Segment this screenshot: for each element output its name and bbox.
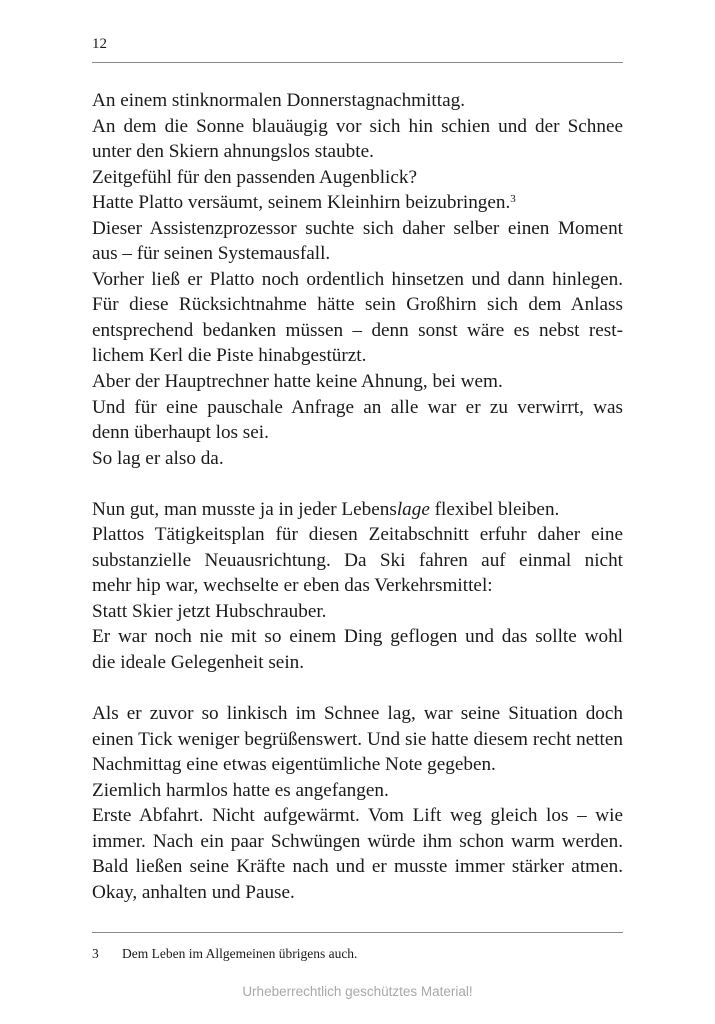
- line-text: denn überhaupt los sei.: [92, 422, 269, 444]
- text-line: [92, 880, 623, 906]
- line-text: immer. Nach ein paar Schwüngen würde ihm schon warm werden.: [92, 830, 623, 852]
- text-line: [92, 241, 623, 267]
- line-text: Als er zuvor so linkisch im Schnee lag, war seine Situation doch: [92, 703, 623, 725]
- line-text: aus – für seinen Systemausfall.: [92, 243, 331, 265]
- line-text: Hatte Platto versäumt, seinem Kleinhirn beizubringen.: [92, 192, 511, 214]
- line-text: entsprechend bedanken müssen – denn sonst wäre es nebst rest-: [92, 319, 623, 341]
- text-line: [92, 650, 623, 676]
- paragraph-gap: [92, 471, 623, 497]
- line-text: Für diese Rücksichtnahme hätte sein Großhirn sich dem Anlass: [92, 294, 623, 316]
- line-text: Aber der Hauptrechner hatte keine Ahnung, bei wem.: [92, 371, 503, 393]
- text-line: [92, 624, 623, 650]
- text-line: [92, 701, 623, 727]
- text-line: [92, 216, 623, 242]
- text-line: [92, 395, 623, 421]
- text-line: [92, 165, 623, 191]
- text-line: [92, 497, 623, 523]
- line-text: An dem die Sonne blauäugig vor sich hin schien und der Schnee: [92, 115, 623, 137]
- footnote-number: 3: [92, 946, 99, 961]
- text-line: [92, 778, 623, 804]
- text-line: [92, 752, 623, 778]
- text-line: [92, 267, 623, 293]
- line-text: An einem stinknormalen Donnerstagnachmittag.: [92, 90, 465, 111]
- line-text: Okay, anhalten und Pause.: [92, 881, 295, 903]
- line-text: lichem Kerl die Piste hinabgestürzt.: [92, 345, 367, 367]
- text-line: [92, 343, 623, 369]
- footnote: [92, 946, 357, 962]
- paragraph-gap: [92, 676, 623, 702]
- line-text: Nun gut, man musste ja in jeder Lebens: [92, 498, 397, 520]
- text-line: [92, 139, 623, 165]
- line-text: Nachmittag eine etwas eigentümliche Note gegeben.: [92, 754, 496, 776]
- text-line: [92, 522, 623, 548]
- line-text: Erste Abfahrt. Nicht aufgewärmt. Vom Lift weg gleich los – wie: [92, 805, 623, 827]
- line-text: Zeitgefühl für den passenden Augenblick?: [92, 166, 418, 188]
- text-line: [92, 573, 623, 599]
- text-line: [92, 599, 623, 625]
- line-text: flexibel bleiben.: [429, 498, 560, 520]
- line-text: Statt Skier jetzt Hubschrauber.: [92, 600, 327, 622]
- text-line: [92, 190, 623, 216]
- footnote-rule: [92, 932, 623, 933]
- line-text: Plattos Tätigkeitsplan für diesen Zeitabschnitt erfuhr daher eine: [92, 524, 623, 546]
- text-line: [92, 803, 623, 829]
- text-line: [92, 369, 623, 395]
- text-line: [92, 114, 623, 140]
- text-line: [92, 318, 623, 344]
- line-text: Und für eine pauschale Anfrage an alle war er zu verwirrt, was: [92, 396, 623, 418]
- line-text: Bald ließen seine Kräfte nach und er musste immer stärker atmen.: [92, 856, 623, 878]
- line-text: die ideale Gelegenheit sein.: [92, 652, 305, 674]
- text-line: [92, 854, 623, 880]
- line-text: Ziemlich harmlos hatte es angefangen.: [92, 779, 389, 801]
- text-line: [92, 88, 623, 114]
- line-text: So lag er also da.: [92, 447, 224, 469]
- line-text: einen Tick weniger begrüßenswert. Und sie hatte diesem recht netten: [92, 728, 623, 750]
- copyright-watermark: Urheberrechtlich geschütztes Material!: [242, 984, 473, 999]
- page-number: 12: [92, 36, 107, 52]
- line-text: mehr hip war, wechselte er eben das Verkehrsmittel:: [92, 575, 493, 597]
- line-text: unter den Skiern ahnungslos staubte.: [92, 141, 374, 163]
- line-text: Er war noch nie mit so einem Ding geflogen und das sollte wohl: [92, 626, 623, 648]
- header-rule: [92, 62, 623, 63]
- line-text: substanzielle Neuausrichtung. Da Ski fahren auf einmal nicht: [92, 549, 623, 571]
- text-line: [92, 829, 623, 855]
- text-line: [92, 292, 623, 318]
- footnote-reference[interactable]: 3: [510, 193, 516, 206]
- body-text: [92, 88, 623, 906]
- text-line: [92, 420, 623, 446]
- line-text: Vorher ließ er Platto noch ordentlich hinsetzen und dann hinlegen.: [92, 268, 623, 290]
- text-line: [92, 727, 623, 753]
- italic-emphasis: lage: [396, 498, 430, 520]
- line-text: Dieser Assistenzprozessor suchte sich daher selber einen Moment: [92, 217, 623, 239]
- text-line: [92, 446, 623, 472]
- footnote-text: Dem Leben im Allgemeinen übrigens auch.: [122, 946, 358, 961]
- text-line: [92, 548, 623, 574]
